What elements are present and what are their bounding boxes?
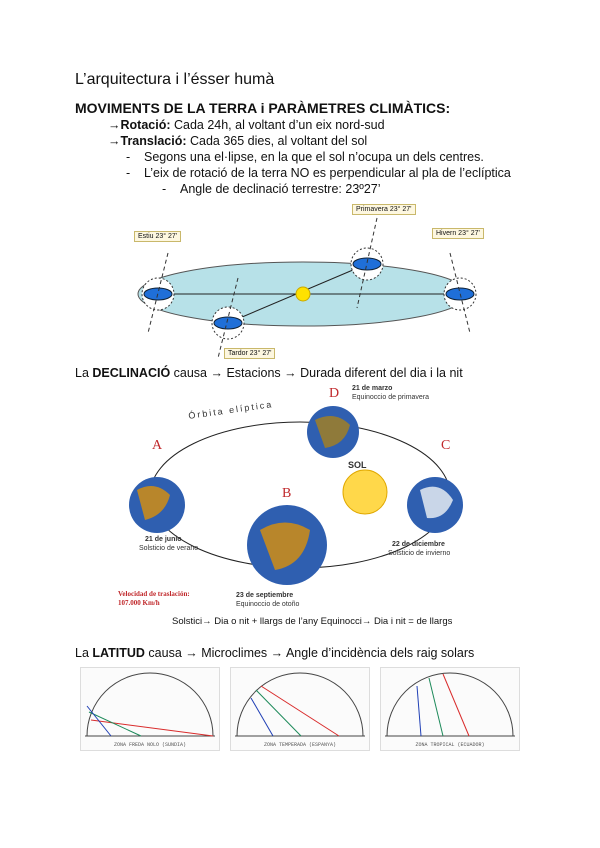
arrow-icon: →: [108, 134, 121, 148]
bullet-ellipse-text: Segons una el·lipse, en la que el sol n’ocupa un dels centres.: [144, 150, 484, 164]
caption-bold: DECLINACIÓ: [92, 366, 171, 380]
section-heading: MOVIMENTS DE LA TERRA i PARÀMETRES CLIMÀTICS:: [75, 100, 451, 116]
letter-b: B: [282, 486, 292, 501]
letter-d: D: [329, 386, 340, 401]
label-tardor: Tardor 23° 27': [224, 348, 275, 359]
letter-c: C: [441, 438, 451, 453]
caption-bold: LATITUD: [92, 646, 145, 660]
label-hivern: Hivern 23° 27': [432, 228, 484, 239]
dash-icon: -: [162, 182, 167, 196]
dash-icon: -: [126, 150, 131, 164]
c-date: 22 de diciembre: [392, 541, 445, 548]
speed-label: Velocidad de traslación:: [118, 590, 190, 598]
earth-hivern-icon: [444, 253, 476, 333]
sun-icon: [296, 287, 310, 301]
seasons-diagram: [115, 380, 475, 610]
earth-d-icon: [307, 406, 359, 458]
latitud-caption: [75, 646, 474, 660]
earth-estiu-icon: [142, 253, 174, 333]
translacio-text: Cada 365 dies, al voltant del sol: [186, 134, 368, 148]
document-title: L’arquitectura i l’ésser humà: [75, 71, 275, 88]
letter-a: A: [152, 438, 163, 453]
d-date: 21 de marzo: [352, 385, 393, 392]
panel-label: ZONA TEMPERADA (ESPANYA): [263, 742, 336, 748]
c-event: Solsticio de invierno: [388, 550, 451, 557]
sun-icon: [343, 470, 387, 514]
bullet-angle-text: Angle de declinació terrestre: 23º27’: [180, 182, 381, 196]
earth-c-icon: [407, 477, 463, 533]
caption-prefix: La: [75, 366, 93, 380]
earth-a-icon: [129, 477, 185, 533]
latitud-diagram-freda: [81, 668, 219, 750]
solstice-footnote: Solstici→ Dia o nit + llargs de l’any Equinocci→ Dia i nit = de llargs: [172, 616, 453, 627]
dash-icon: -: [126, 166, 131, 180]
d-event: Equinoccio de primavera: [352, 394, 430, 401]
panel-label: ZONA FREDA NOLO (SUNDIA): [113, 742, 186, 748]
translacio-label: Translació:: [120, 134, 187, 148]
orbit-diagram: [120, 198, 500, 363]
latitud-panel-temperada: [230, 667, 370, 751]
a-event: Solsticio de verano: [139, 545, 199, 552]
latitud-diagram-tropical: [381, 668, 519, 750]
latitud-panel-freda: [80, 667, 220, 751]
declinacio-caption: [75, 366, 463, 380]
b-date: 23 de septiembre: [236, 592, 294, 599]
label-primavera: Primavera 23° 27': [352, 204, 416, 215]
rotacio-text: Cada 24h, al voltant d’un eix nord-sud: [170, 118, 385, 132]
sun-label: SOL: [348, 460, 367, 470]
b-event: Equinoccio de otoño: [236, 601, 300, 608]
caption-rest: causa → Estacions → Durada diferent del dia i la nit: [170, 366, 463, 380]
speed-value: 107.000 Km/h: [118, 599, 160, 607]
orbit-label: Órbita elíptica: [187, 399, 274, 421]
bullet-axis-text: L’eix de rotació de la terra NO es perpendicular al pla de l’eclíptica: [144, 166, 511, 180]
caption-prefix: La: [75, 646, 93, 660]
arrow-icon: →: [108, 118, 121, 132]
latitud-panel-tropical: [380, 667, 520, 751]
rotacio-label: Rotació:: [120, 118, 171, 132]
panel-label: ZONA TROPICAL (ECUADOR): [415, 742, 485, 748]
bullet-axis: [126, 166, 511, 180]
latitud-diagram-temperada: [231, 668, 369, 750]
translacio-line: [108, 134, 367, 148]
bullet-angle: [162, 182, 381, 196]
rotacio-line: [108, 118, 385, 132]
bullet-ellipse: [126, 150, 484, 164]
a-date: 21 de junio: [145, 536, 182, 543]
label-estiu: Estiu 23° 27': [134, 231, 181, 242]
caption-rest: causa → Microclimes → Angle d’incidència dels raig solars: [144, 646, 475, 660]
earth-b-icon: [247, 505, 327, 585]
